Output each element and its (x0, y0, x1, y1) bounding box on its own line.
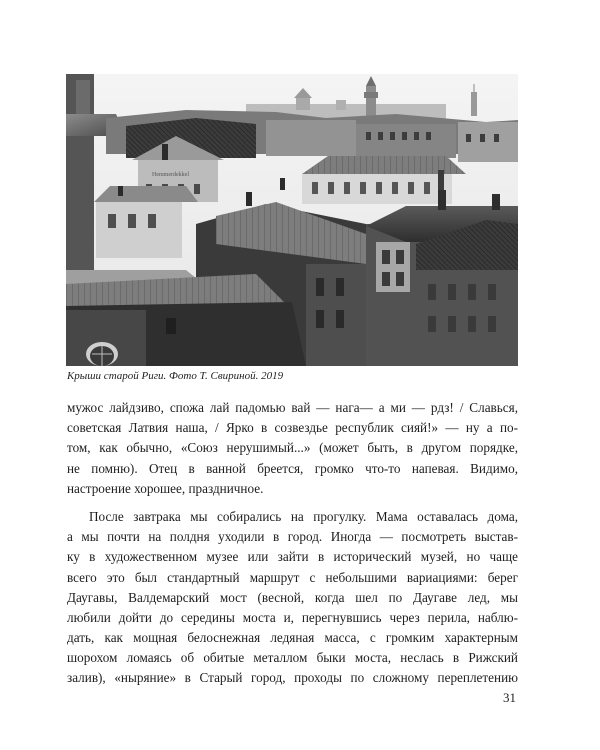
text-line: настроение хорошее, праздничное. (67, 480, 264, 496)
text-line: а мы почти на полдня уходили в город. Иногда — посмотреть выстав- (67, 529, 518, 545)
text-line: ку в художественном музее или зайти в исторический музей, но чаще (67, 549, 518, 565)
text-line: Даугавы, Валдемарский мост (весной, когда шел по Даугаве лед, мы (67, 589, 518, 605)
page-number: 31 (503, 690, 516, 705)
body-text (67, 398, 518, 689)
text-line: залив), «ныряние» в Старый город, проходы по сложному переплетению (67, 670, 518, 686)
text-line: всего это был стандартный маршрут с небольшими вариациями: берег (67, 569, 518, 585)
rooftops-photo-illustration (66, 74, 518, 366)
text-line: любили дойти до середины моста и, перегнувшись через перила, наблю- (67, 609, 518, 625)
paragraph-1 (67, 398, 518, 499)
building-sign: Hemmerdekkel (152, 172, 189, 178)
text-line: том, как обычно, «Союз нерушимый...» (может быть, в другом порядке, (67, 440, 518, 456)
text-line: дать, как мощная белоснежная ледяная масса, с громким характерным (67, 630, 518, 646)
text-line: советская Латвия наша, / Ярко в созвездье республик сияй!» — ну а по- (67, 420, 518, 436)
paragraph-2 (67, 507, 518, 689)
text-line: не помню). Отец в ванной бреется, громко что-то напевая. Видимо, (67, 460, 518, 476)
text-line: мужос лайдзиво, спожа лай падомью вай — нага— а ми — рдз! / Славься, (67, 400, 518, 415)
photo-caption: Крыши старой Риги. Фото Т. Свириной. 2019 (67, 370, 284, 382)
text-line: После завтрака мы собирались на прогулку. Мама оставалась дома, (89, 508, 518, 524)
photo-riga-rooftops (66, 74, 518, 366)
text-line: шорохом ломаясь об обитые металлом быки моста, неслась в Рижский (67, 650, 518, 666)
